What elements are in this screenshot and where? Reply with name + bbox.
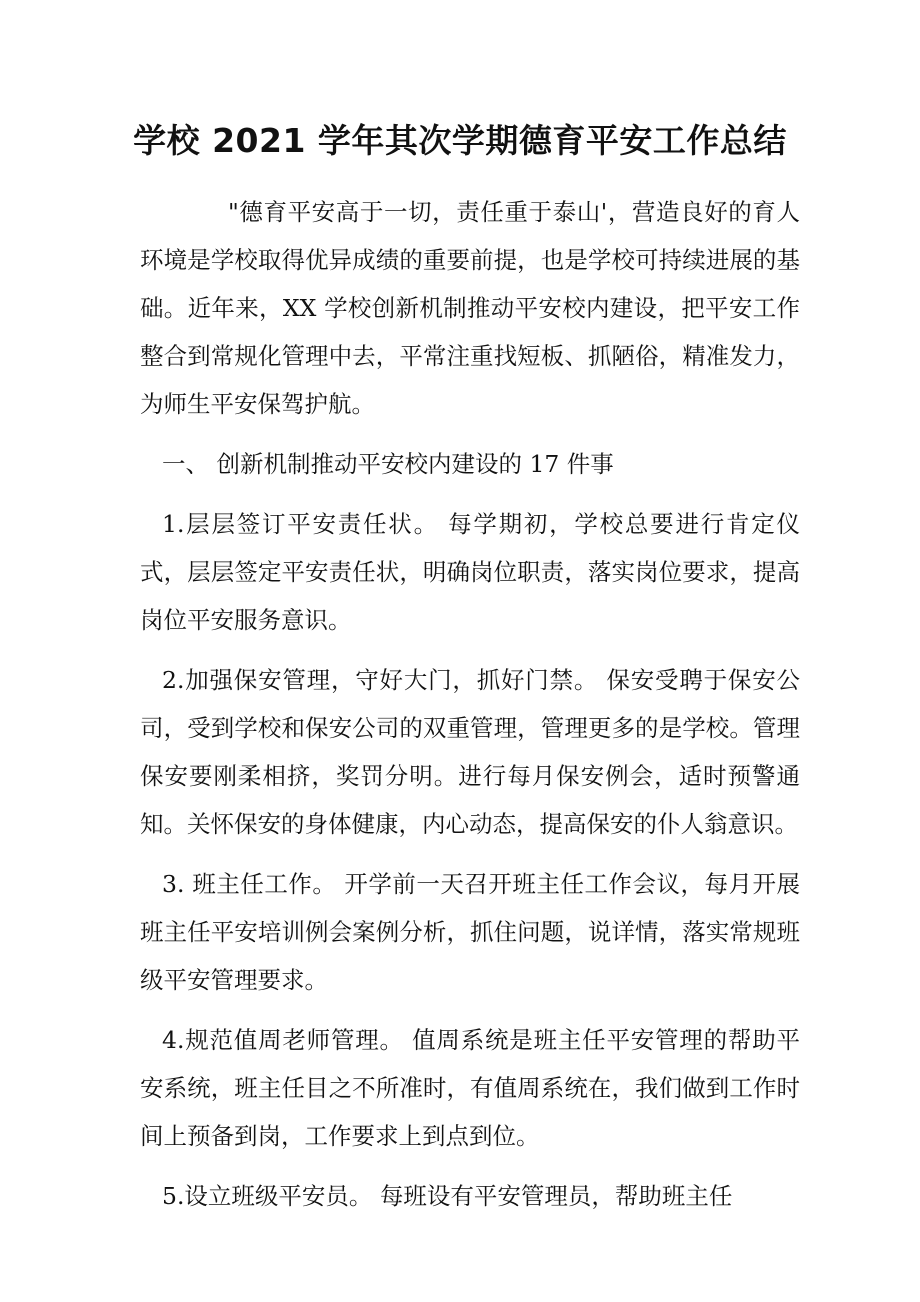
intro-paragraph: "德育平安高于一切，责任重于泰山'，营造良好的育人环境是学校取得优异成绩的重要前提，也是学校可持续进展的基础。近年来，XX 学校创新机制推动平安校内建设，把平安工作整合到常规化管理中去，平常注重找短板、抓陋俗，精准发力，为师生平安保驾护航。 (140, 198, 800, 418)
list-item: 3. 班主任工作。 开学前一天召开班主任工作会议，每月开展班主任平安培训例会案例分析，抓住问题，说详情，落实常规班级平安管理要求。 (140, 870, 800, 994)
list-item: 4.规范值周老师管理。 值周系统是班主任平安管理的帮助平安系统，班主任目之不所准时，有值周系统在，我们做到工作时间上预备到岗，工作要求上到点到位。 (140, 1026, 800, 1150)
document-body (140, 188, 800, 1232)
list-item: 2.加强保安管理，守好大门，抓好门禁。 保安受聘于保安公司，受到学校和保安公司的双重管理，管理更多的是学校。管理保安要刚柔相挤，奖罚分明。进行每月保安例会，适时预警通知。关怀保安的身体健康，内心动态，提高保安的仆人翁意识。 (140, 666, 800, 838)
document-title: 学校 2021 学年其次学期德育平安工作总结 (133, 121, 787, 160)
list-item: 1.层层签订平安责任状。 每学期初，学校总要进行肯定仪式，层层签定平安责任状，明确岗位职责，落实岗位要求，提高岗位平安服务意识。 (140, 510, 800, 634)
list-item: 5.设立班级平安员。 每班设有平安管理员，帮助班主任 (162, 1182, 733, 1210)
section-heading: 一、 创新机制推动平安校内建设的 17 件事 (162, 450, 614, 478)
